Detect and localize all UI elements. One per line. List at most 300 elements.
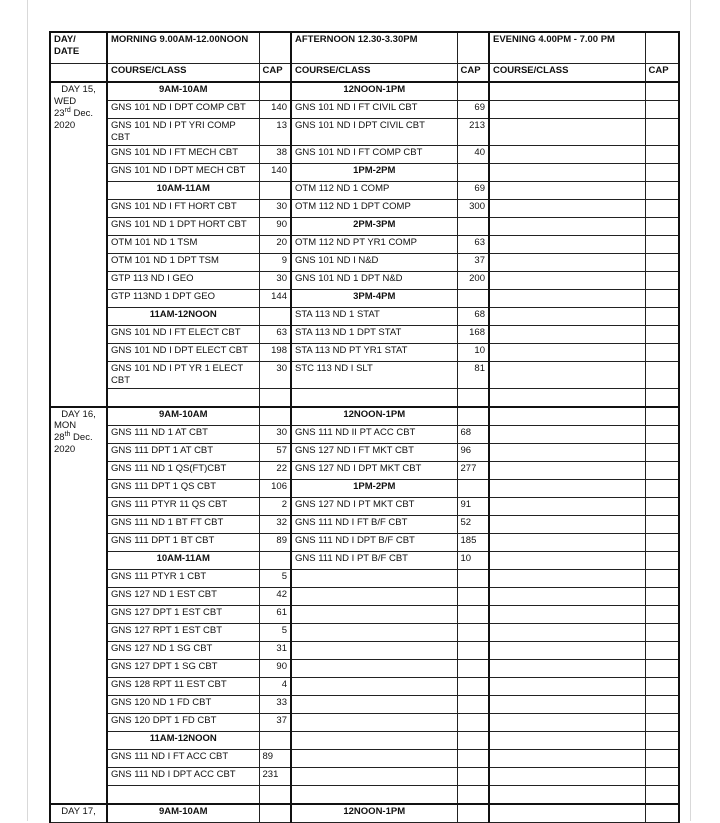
morning-cap-cell: 63 (259, 325, 291, 343)
evening-empty-cell (489, 388, 645, 407)
evening-cap-header: CAP (645, 64, 679, 83)
afternoon-empty-cell (291, 641, 457, 659)
day-label: DAY 17, (61, 805, 96, 817)
evening-empty-cell (489, 623, 645, 641)
date-month: Dec. (70, 107, 93, 119)
morning-cap-cell: 198 (259, 343, 291, 361)
evening-empty-cell (489, 163, 645, 181)
morning-cap-cell: 90 (259, 659, 291, 677)
afternoon-cap-cell: 69 (457, 181, 489, 199)
afternoon-cap-cell (457, 163, 489, 181)
afternoon-cap-header: CAP (457, 64, 489, 83)
evening-empty-cell (489, 695, 645, 713)
evening-cap-cell (645, 641, 679, 659)
morning-cap-cell (259, 181, 291, 199)
afternoon-cap-cell: 68 (457, 425, 489, 443)
afternoon-cap-cell (457, 731, 489, 749)
afternoon-time-slot: 1PM-2PM (291, 479, 457, 497)
table-row (50, 163, 679, 181)
evening-empty-cell (489, 533, 645, 551)
afternoon-empty-cell (291, 587, 457, 605)
evening-cap-cell (645, 388, 679, 407)
evening-empty-cell (489, 235, 645, 253)
afternoon-cap-cell (457, 804, 489, 823)
afternoon-cap-cell (457, 623, 489, 641)
day-date-spacer (50, 64, 107, 83)
afternoon-cap-cell: 185 (457, 533, 489, 551)
evening-cap-cell (645, 569, 679, 587)
table-row (50, 731, 679, 749)
afternoon-cap-cell: 63 (457, 235, 489, 253)
evening-cap-cell (645, 515, 679, 533)
afternoon-course-cell: GNS 101 ND I FT CIVIL CBT (291, 101, 457, 119)
header-row-sessions (50, 32, 679, 64)
evening-cap-cell (645, 623, 679, 641)
evening-empty-cell (489, 425, 645, 443)
morning-cap-cell: 89 (259, 749, 291, 767)
morning-cap-cell: 30 (259, 361, 291, 388)
evening-empty-cell (489, 361, 645, 388)
morning-cap-cell (259, 731, 291, 749)
afternoon-cap-spacer (457, 32, 489, 64)
table-row (50, 767, 679, 785)
evening-cap-cell (645, 551, 679, 569)
morning-empty-cell (107, 388, 259, 407)
date-label (54, 432, 103, 444)
morning-course-cell: GNS 111 ND 1 BT FT CBT (107, 515, 259, 533)
afternoon-course-cell: STA 113 ND 1 DPT STAT (291, 325, 457, 343)
afternoon-course-cell: OTM 112 ND 1 DPT COMP (291, 199, 457, 217)
day-date-cell (50, 82, 107, 407)
evening-empty-cell (489, 804, 645, 823)
afternoon-empty-cell (291, 569, 457, 587)
afternoon-cap-cell: 40 (457, 145, 489, 163)
evening-empty-cell (489, 181, 645, 199)
afternoon-cap-cell (457, 713, 489, 731)
table-row (50, 361, 679, 388)
afternoon-session-header: AFTERNOON 12.30-3.30PM (291, 32, 457, 64)
evening-empty-cell (489, 119, 645, 146)
morning-course-cell: GNS 101 ND I DPT MECH CBT (107, 163, 259, 181)
afternoon-empty-cell (291, 605, 457, 623)
evening-empty-cell (489, 767, 645, 785)
morning-cap-cell: 9 (259, 253, 291, 271)
afternoon-empty-cell (291, 785, 457, 804)
date-suffix: th (64, 431, 71, 439)
evening-cap-cell (645, 82, 679, 101)
afternoon-time-slot: 12NOON-1PM (291, 82, 457, 101)
afternoon-cap-cell (457, 767, 489, 785)
table-row (50, 497, 679, 515)
afternoon-course-cell: STC 113 ND I SLT (291, 361, 457, 388)
date-label (54, 108, 103, 120)
evening-cap-cell (645, 253, 679, 271)
afternoon-course-cell: GNS 111 ND I DPT B/F CBT (291, 533, 457, 551)
afternoon-cap-cell: 200 (457, 271, 489, 289)
afternoon-cap-cell (457, 677, 489, 695)
table-row (50, 713, 679, 731)
evening-cap-cell (645, 749, 679, 767)
afternoon-course-cell: GNS 127 ND I FT MKT CBT (291, 443, 457, 461)
evening-empty-cell (489, 271, 645, 289)
evening-empty-cell (489, 731, 645, 749)
morning-course-cell: GTP 113 ND I GEO (107, 271, 259, 289)
timetable-body (50, 82, 679, 822)
table-row (50, 145, 679, 163)
evening-cap-cell (645, 587, 679, 605)
afternoon-cap-cell: 68 (457, 307, 489, 325)
morning-cap-cell: 57 (259, 443, 291, 461)
exam-timetable (49, 31, 680, 823)
afternoon-course-cell: GNS 111 ND II PT ACC CBT (291, 425, 457, 443)
table-row (50, 307, 679, 325)
table-row (50, 271, 679, 289)
afternoon-cap-cell (457, 749, 489, 767)
morning-cap-cell: 32 (259, 515, 291, 533)
afternoon-empty-cell (291, 695, 457, 713)
afternoon-course-cell: GNS 101 ND 1 DPT N&D (291, 271, 457, 289)
afternoon-course-cell: GNS 127 ND I PT MKT CBT (291, 497, 457, 515)
evening-cap-cell (645, 343, 679, 361)
table-row (50, 217, 679, 235)
morning-cap-cell: 30 (259, 271, 291, 289)
afternoon-empty-cell (291, 767, 457, 785)
evening-cap-cell (645, 163, 679, 181)
evening-empty-cell (489, 497, 645, 515)
afternoon-time-slot: 1PM-2PM (291, 163, 457, 181)
morning-course-cell: GNS 128 RPT 11 EST CBT (107, 677, 259, 695)
evening-cap-spacer (645, 32, 679, 64)
afternoon-empty-cell (291, 388, 457, 407)
afternoon-empty-cell (291, 659, 457, 677)
evening-empty-cell (489, 199, 645, 217)
morning-cap-cell: 4 (259, 677, 291, 695)
afternoon-course-cell: GNS 111 ND I FT B/F CBT (291, 515, 457, 533)
evening-empty-cell (489, 749, 645, 767)
morning-course-cell: GNS 101 ND I FT ELECT CBT (107, 325, 259, 343)
evening-cap-cell (645, 804, 679, 823)
table-row (50, 289, 679, 307)
afternoon-empty-cell (291, 623, 457, 641)
evening-cap-cell (645, 677, 679, 695)
morning-time-slot: 9AM-10AM (107, 804, 259, 823)
morning-course-cell: GNS 101 ND I DPT COMP CBT (107, 101, 259, 119)
evening-empty-cell (489, 713, 645, 731)
table-row (50, 695, 679, 713)
morning-course-cell: GNS 111 DPT 1 BT CBT (107, 533, 259, 551)
morning-cap-cell: 61 (259, 605, 291, 623)
evening-course-header: COURSE/CLASS (489, 64, 645, 83)
afternoon-cap-cell: 213 (457, 119, 489, 146)
morning-course-cell: GNS 111 PTYR 11 QS CBT (107, 497, 259, 515)
evening-cap-cell (645, 443, 679, 461)
table-row (50, 587, 679, 605)
table-row (50, 461, 679, 479)
day-date-header: DAY/ DATE (50, 32, 107, 64)
afternoon-course-cell: GNS 101 ND I DPT CIVIL CBT (291, 119, 457, 146)
evening-cap-cell (645, 199, 679, 217)
afternoon-course-cell: OTM 112 ND 1 COMP (291, 181, 457, 199)
table-row (50, 443, 679, 461)
table-row (50, 641, 679, 659)
afternoon-course-cell: STA 113 ND PT YR1 STAT (291, 343, 457, 361)
morning-course-cell: GNS 101 ND I PT YRI COMP CBT (107, 119, 259, 146)
morning-course-cell: GNS 120 DPT 1 FD CBT (107, 713, 259, 731)
morning-course-cell: GNS 111 ND I DPT ACC CBT (107, 767, 259, 785)
evening-cap-cell (645, 695, 679, 713)
afternoon-time-slot: 3PM-4PM (291, 289, 457, 307)
date-number: 23 (54, 107, 65, 119)
morning-cap-cell (259, 551, 291, 569)
afternoon-cap-cell: 96 (457, 443, 489, 461)
afternoon-course-cell: OTM 112 ND PT YR1 COMP (291, 235, 457, 253)
morning-cap-cell: 5 (259, 569, 291, 587)
table-row (50, 325, 679, 343)
table-row (50, 82, 679, 101)
afternoon-cap-cell: 10 (457, 551, 489, 569)
morning-course-cell: GNS 127 ND 1 SG CBT (107, 641, 259, 659)
afternoon-cap-cell: 168 (457, 325, 489, 343)
evening-empty-cell (489, 307, 645, 325)
evening-empty-cell (489, 515, 645, 533)
afternoon-cap-cell (457, 695, 489, 713)
table-row (50, 199, 679, 217)
morning-cap-cell: 5 (259, 623, 291, 641)
table-row (50, 551, 679, 569)
day-date-cell (50, 407, 107, 804)
table-row (50, 479, 679, 497)
weekday-label: WED (54, 95, 77, 107)
evening-cap-cell (645, 181, 679, 199)
table-row (50, 119, 679, 146)
afternoon-cap-cell: 69 (457, 101, 489, 119)
morning-cap-cell: 20 (259, 235, 291, 253)
evening-cap-cell (645, 479, 679, 497)
morning-cap-cell: 106 (259, 479, 291, 497)
morning-time-slot: 11AM-12NOON (107, 307, 259, 325)
evening-empty-cell (489, 101, 645, 119)
afternoon-cap-cell (457, 605, 489, 623)
table-row (50, 515, 679, 533)
morning-session-header: MORNING 9.00AM-12.00NOON (107, 32, 259, 64)
morning-cap-cell (259, 785, 291, 804)
evening-cap-cell (645, 235, 679, 253)
evening-cap-cell (645, 767, 679, 785)
evening-empty-cell (489, 587, 645, 605)
morning-cap-cell: 89 (259, 533, 291, 551)
morning-time-slot: 9AM-10AM (107, 407, 259, 426)
afternoon-cap-cell: 37 (457, 253, 489, 271)
evening-empty-cell (489, 145, 645, 163)
morning-cap-cell (259, 804, 291, 823)
afternoon-empty-cell (291, 731, 457, 749)
morning-cap-cell: 231 (259, 767, 291, 785)
evening-cap-cell (645, 605, 679, 623)
afternoon-course-header: COURSE/CLASS (291, 64, 457, 83)
afternoon-cap-cell: 81 (457, 361, 489, 388)
table-row (50, 235, 679, 253)
afternoon-cap-cell: 300 (457, 199, 489, 217)
afternoon-cap-cell (457, 289, 489, 307)
morning-cap-cell: 140 (259, 101, 291, 119)
table-row (50, 101, 679, 119)
afternoon-cap-cell: 91 (457, 497, 489, 515)
afternoon-cap-cell: 10 (457, 343, 489, 361)
morning-time-slot: 11AM-12NOON (107, 731, 259, 749)
morning-course-cell: GNS 127 DPT 1 SG CBT (107, 659, 259, 677)
date-month: Dec. (70, 432, 93, 444)
morning-cap-header: CAP (259, 64, 291, 83)
morning-course-cell: GNS 111 ND 1 QS(FT)CBT (107, 461, 259, 479)
table-row (50, 388, 679, 407)
evening-empty-cell (489, 785, 645, 804)
table-row (50, 407, 679, 426)
afternoon-time-slot: 12NOON-1PM (291, 804, 457, 823)
date-suffix: rd (64, 106, 71, 114)
evening-cap-cell (645, 217, 679, 235)
evening-cap-cell (645, 785, 679, 804)
morning-cap-cell: 30 (259, 425, 291, 443)
table-row (50, 181, 679, 199)
afternoon-course-cell: GNS 127 ND I DPT MKT CBT (291, 461, 457, 479)
morning-course-cell: GNS 111 ND 1 AT CBT (107, 425, 259, 443)
afternoon-cap-cell: 277 (457, 461, 489, 479)
afternoon-cap-cell (457, 388, 489, 407)
table-row (50, 343, 679, 361)
evening-empty-cell (489, 461, 645, 479)
morning-cap-cell: 2 (259, 497, 291, 515)
morning-cap-cell: 90 (259, 217, 291, 235)
evening-cap-cell (645, 307, 679, 325)
date-number: 28 (54, 432, 65, 444)
table-row (50, 804, 679, 823)
evening-empty-cell (489, 407, 645, 426)
afternoon-cap-cell (457, 407, 489, 426)
evening-empty-cell (489, 82, 645, 101)
morning-course-cell: GNS 101 ND I DPT ELECT CBT (107, 343, 259, 361)
header-row-columns (50, 64, 679, 83)
evening-empty-cell (489, 569, 645, 587)
evening-empty-cell (489, 325, 645, 343)
morning-cap-cell: 30 (259, 199, 291, 217)
morning-cap-cell (259, 307, 291, 325)
morning-course-cell: GNS 127 RPT 1 EST CBT (107, 623, 259, 641)
morning-course-cell: GNS 127 ND 1 EST CBT (107, 587, 259, 605)
evening-cap-cell (645, 731, 679, 749)
morning-course-cell: OTM 101 ND 1 DPT TSM (107, 253, 259, 271)
afternoon-cap-cell (457, 641, 489, 659)
morning-course-cell: GNS 111 DPT 1 QS CBT (107, 479, 259, 497)
table-row (50, 533, 679, 551)
afternoon-cap-cell (457, 569, 489, 587)
afternoon-empty-cell (291, 677, 457, 695)
evening-empty-cell (489, 551, 645, 569)
evening-empty-cell (489, 641, 645, 659)
morning-cap-cell: 38 (259, 145, 291, 163)
morning-cap-cell (259, 82, 291, 101)
afternoon-cap-cell (457, 217, 489, 235)
evening-cap-cell (645, 271, 679, 289)
morning-time-slot: 10AM-11AM (107, 551, 259, 569)
evening-cap-cell (645, 101, 679, 119)
morning-cap-cell: 42 (259, 587, 291, 605)
morning-course-cell: GNS 120 ND 1 FD CBT (107, 695, 259, 713)
evening-cap-cell (645, 407, 679, 426)
table-row (50, 749, 679, 767)
evening-cap-cell (645, 533, 679, 551)
morning-course-header: COURSE/CLASS (107, 64, 259, 83)
evening-empty-cell (489, 659, 645, 677)
table-row (50, 623, 679, 641)
morning-cap-cell: 22 (259, 461, 291, 479)
year-label: 2020 (54, 119, 76, 131)
morning-course-cell: GNS 101 ND I PT YR 1 ELECT CBT (107, 361, 259, 388)
evening-cap-cell (645, 713, 679, 731)
morning-course-cell: GNS 111 DPT 1 AT CBT (107, 443, 259, 461)
evening-cap-cell (645, 145, 679, 163)
afternoon-cap-cell (457, 587, 489, 605)
afternoon-empty-cell (291, 749, 457, 767)
evening-cap-cell (645, 361, 679, 388)
evening-empty-cell (489, 343, 645, 361)
day-label: DAY 16, (61, 408, 96, 420)
morning-cap-cell: 13 (259, 119, 291, 146)
afternoon-cap-cell (457, 659, 489, 677)
afternoon-time-slot: 12NOON-1PM (291, 407, 457, 426)
morning-course-cell: GNS 101 ND 1 DPT HORT CBT (107, 217, 259, 235)
evening-empty-cell (489, 217, 645, 235)
evening-empty-cell (489, 443, 645, 461)
evening-cap-cell (645, 497, 679, 515)
morning-course-cell: GNS 111 ND I FT ACC CBT (107, 749, 259, 767)
evening-cap-cell (645, 289, 679, 307)
morning-course-cell: GTP 113ND 1 DPT GEO (107, 289, 259, 307)
morning-time-slot: 10AM-11AM (107, 181, 259, 199)
weekday-label: MON (54, 420, 77, 432)
morning-time-slot: 9AM-10AM (107, 82, 259, 101)
evening-cap-cell (645, 119, 679, 146)
morning-course-cell: GNS 101 ND I FT MECH CBT (107, 145, 259, 163)
evening-cap-cell (645, 461, 679, 479)
day-label: DAY 15, (61, 84, 96, 95)
morning-course-cell: OTM 101 ND 1 TSM (107, 235, 259, 253)
morning-cap-cell (259, 388, 291, 407)
table-row (50, 677, 679, 695)
evening-empty-cell (489, 677, 645, 695)
morning-cap-cell: 144 (259, 289, 291, 307)
afternoon-empty-cell (291, 713, 457, 731)
table-row (50, 785, 679, 804)
morning-course-cell: GNS 111 PTYR 1 CBT (107, 569, 259, 587)
morning-cap-cell: 31 (259, 641, 291, 659)
evening-empty-cell (489, 253, 645, 271)
evening-empty-cell (489, 605, 645, 623)
morning-empty-cell (107, 785, 259, 804)
afternoon-course-cell: STA 113 ND 1 STAT (291, 307, 457, 325)
morning-course-cell: GNS 101 ND I FT HORT CBT (107, 199, 259, 217)
morning-cap-cell: 140 (259, 163, 291, 181)
afternoon-time-slot: 2PM-3PM (291, 217, 457, 235)
table-row (50, 659, 679, 677)
evening-cap-cell (645, 325, 679, 343)
afternoon-course-cell: GNS 111 ND I PT B/F CBT (291, 551, 457, 569)
table-row (50, 569, 679, 587)
morning-cap-cell: 37 (259, 713, 291, 731)
morning-cap-cell: 33 (259, 695, 291, 713)
morning-cap-cell (259, 407, 291, 426)
evening-empty-cell (489, 289, 645, 307)
evening-session-header: EVENING 4.00PM - 7.00 PM (489, 32, 645, 64)
